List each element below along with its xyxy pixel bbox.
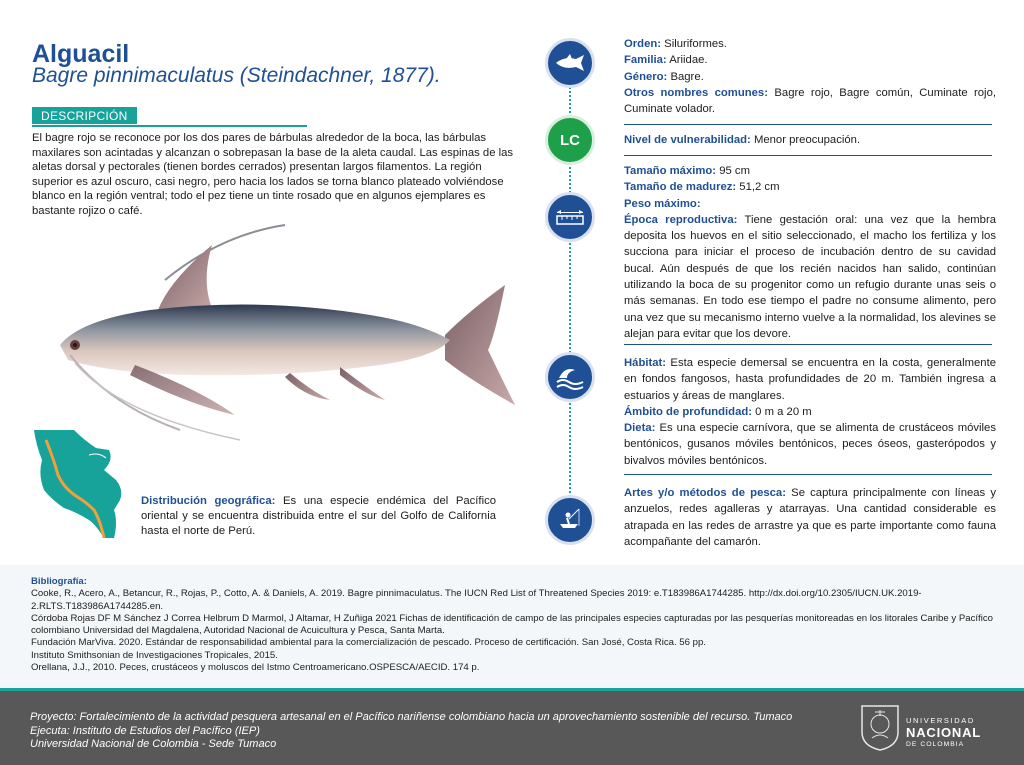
footer-project: Proyecto: Fortalecimiento de la actividad pesquera artesanal en el Pacífico nariñense colombiano hacia un aprovechamiento sostenible del recurso. Tumaco — [30, 711, 793, 723]
max-size-value: 95 cm — [719, 165, 750, 177]
university-word-2: NACIONAL — [906, 725, 982, 740]
bibliography-entry: Instituto Smithsonian de Investigaciones Tropicales, 2015. — [31, 649, 278, 661]
habitat-label: Hábitat: — [624, 357, 667, 369]
max-size-label: Tamaño máximo: — [624, 165, 717, 177]
bibliography-entry: Córdoba Rojas DF M Sánchez J Correa Helbrum D Marmol, J Altamar, H Zuñiga 2021 Fichas de identificación de campo de las principales especies capturadas por las pesquerías monitoreadas en los litorales Caribe y Pacífico colombiano Universidad del Magdalena, Autoridad Nacional de Acuicultura y Pesca, Santa Marta. — [31, 612, 993, 637]
page-title: Alguacil — [32, 40, 130, 68]
fish-icon — [545, 38, 595, 88]
waves-icon — [545, 352, 595, 402]
distribution-map — [34, 430, 124, 538]
otros-nombres-value: Bagre rojo, Bagre común, Cuminate rojo, Cuminate volador. — [624, 86, 996, 116]
divider — [624, 474, 992, 475]
university-word-3: DE COLOMBIA — [906, 741, 965, 748]
vulnerability-label: Nivel de vulnerabilidad: — [624, 134, 751, 146]
description-tag-label: DESCRIPCIÓN — [32, 107, 137, 124]
bibliography-entry: Cooke, R., Acero, A., Betancur, R., Rojas, P., Cotto, A. & Daniels, A. 2019. Bagre pinnimaculatus. The IUCN Red List of Threatened Species 2019: e.T183986A1744285. http://dx.doi.org/10.2305/IUCN.UK.2019-2.RLTS.T183986A1744285.en. — [31, 588, 922, 612]
footer-university: Universidad Nacional de Colombia - Sede Tumaco — [30, 738, 277, 750]
depth-label: Ámbito de profundidad: — [624, 405, 753, 418]
familia-value: Ariidae. — [669, 54, 708, 67]
diet-label: Dieta: — [624, 422, 656, 435]
diet-value: Es una especie carnívora, que se alimenta de crustáceos móviles bentónicos, gusanos móviles bentónicos, peces óseos, gasterópodos y bivalvos móviles bentónicos. — [624, 422, 996, 467]
genero-label: Género: — [624, 70, 668, 83]
bibliography-entry: Orellana, J.J., 2010. Peces, crustáceos y moluscos del Istmo Centroamericano.OSPESCA/AECID. 174 p. — [31, 662, 480, 674]
maturity-size-label: Tamaño de madurez: — [624, 181, 737, 194]
ruler-icon — [545, 192, 595, 242]
description-tag — [32, 107, 307, 127]
bibliography — [31, 576, 996, 674]
fishing-block — [624, 485, 996, 550]
scientific-name: Bagre pinnimaculatus (Steindachner, 1877). — [32, 64, 441, 87]
divider — [624, 124, 992, 125]
vulnerability-block — [624, 132, 996, 148]
otros-nombres-label: Otros nombres comunes: — [624, 86, 768, 99]
maturity-size-value: 51,2 cm — [739, 181, 780, 194]
divider — [624, 344, 992, 345]
university-seal-logo — [858, 702, 902, 752]
divider — [624, 155, 992, 156]
taxonomy-block — [624, 36, 996, 117]
depth-value: 0 m a 20 m — [755, 405, 812, 418]
fish-illustration — [40, 215, 550, 450]
fisherman-boat-icon — [545, 495, 595, 545]
fishing-label: Artes y/o métodos de pesca: — [624, 487, 786, 499]
description-text: El bagre rojo se reconoce por los dos pares de bárbulas alrededor de la boca, las bárbulas maxilares son acintadas y alcanzan o sobrepasan la base de la aleta caudal. Las espinas de las aletas dorsal y pectorales (tienen bordes cerrados) presentan largos filamentos. La región superior es azul oscuro, casi negro, pero hacia los lados se torna blanco plateado volviéndose blanco en la región ventral; todo el pez tiene un tinte rosado que en algunos ejemplares es bastante rojizo o café. — [32, 132, 514, 217]
footer — [0, 691, 1024, 765]
lc-badge: LC — [545, 115, 595, 165]
distribution-label: Distribución geográfica: — [141, 495, 276, 507]
bibliography-entry: Fundación MarViva. 2020. Estándar de responsabilidad ambiental para la comercialización de pescado. Proceso de certificación. San José, Costa Rica. 56 pp. — [31, 637, 706, 649]
footer-executor: Ejecuta: Instituto de Estudios del Pacífico (IEP) — [30, 724, 260, 737]
genero-value: Bagre. — [670, 70, 704, 83]
footer-credits — [30, 711, 792, 752]
max-weight-label: Peso máximo: — [624, 197, 701, 210]
reproduction-label: Época reproductiva: — [624, 213, 738, 226]
familia-label: Familia: — [624, 54, 667, 67]
distribution-text — [141, 494, 496, 540]
habitat-value: Esta especie demersal se encuentra en la costa, generalmente en fondos fangosos, hasta profundidades de 20 m. También ingresa a estuarios y áreas de manglares. — [624, 357, 997, 402]
distribution-value: Es una especie endémica del Pacífico oriental y se encuentra distribuida entre el sur del Golfo de California hasta el norte de Perú. — [141, 495, 497, 538]
orden-value: Siluriformes. — [664, 38, 727, 50]
university-wordmark — [906, 715, 981, 751]
size-block — [624, 163, 996, 342]
fishing-value: Se captura principalmente con líneas y anzuelos, redes agalleras y atarrayas. Una cantidad considerable es atrapada en las redes de arrastre ya que es parte importante como fauna acompañante del camarón. — [624, 487, 997, 548]
orden-label: Orden: — [624, 38, 662, 50]
vulnerability-value: Menor preocupación. — [753, 134, 861, 146]
reproduction-value: Tiene gestación oral: una vez que la hembra deposita los huevos en el sitio seleccionado, el macho los fertiliza y los succiona para iniciar el proceso de incubación dentro de su cavidad bucal. Aún después de que los recién nacidos han salido, continúan utilizando la boca de su progenitor como un refugio durante unas seis o más semanas. En todo ese tiempo el padre no consume alimento, pero una vez que su mecanismo interno vuelve a la normalidad, los alevines se alejan para evitar que los devore. — [624, 213, 996, 340]
bibliography-heading: Bibliografía: — [31, 576, 87, 587]
university-word-1: UNIVERSIDAD — [906, 716, 975, 725]
habitat-block — [624, 355, 996, 469]
